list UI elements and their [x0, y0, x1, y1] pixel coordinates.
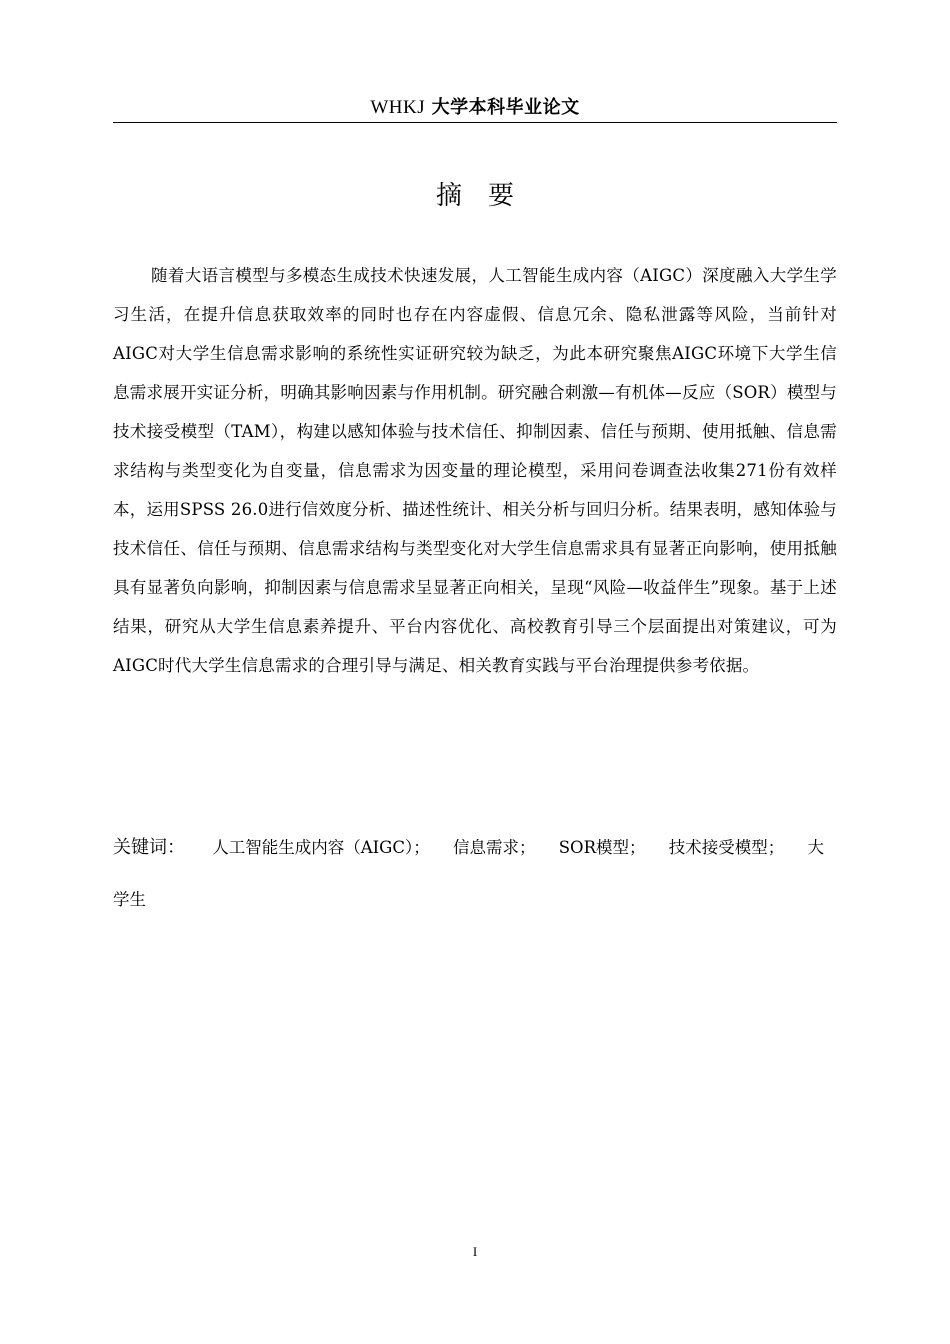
keyword-item: 大学生: [113, 838, 825, 909]
keyword-item: 技术接受模型；: [668, 838, 785, 857]
keywords-label: 关键词：: [113, 837, 185, 858]
header-brand: WHKJ: [370, 97, 426, 118]
header-subtitle: 大学本科毕业论文: [431, 97, 580, 118]
keywords-block: [113, 822, 837, 926]
abstract-body: 随着大语言模型与多模态生成技术快速发展，人工智能生成内容（AIGC）深度融入大学生学习生活，在提升信息获取效率的同时也存在内容虚假、信息冗余、隐私泄露等风险，当前针对AIGC对大学生信息需求影响的系统性实证研究较为缺乏，为此本研究聚焦AIGC环境下大学生信息需求展开实证分析，明确其影响因素与作用机制。研究融合刺激—有机体—反应（SOR）模型与技术接受模型（TAM），构建以感知体验与技术信任、抑制因素、信任与预期、使用抵触、信息需求结构与类型变化为自变量，信息需求为因变量的理论模型，采用问卷调查法收集271份有效样本，运用SPSS 26.0进行信效度分析、描述性统计、相关分析与回归分析。结果表明，感知体验与技术信任、信任与预期、信息需求结构与类型变化对大学生信息需求具有显著正向影响，使用抵触具有显著负向影响，抑制因素与信息需求呈显著正向相关，呈现“风险—收益伴生”现象。基于上述结果，研究从大学生信息素养提升、平台内容优化、高校教育引导三个层面提出对策建议，可为AIGC时代大学生信息需求的合理引导与满足、相关教育实践与平台治理提供参考依据。: [113, 266, 837, 675]
keyword-item: 人工智能生成内容（AIGC）；: [212, 838, 430, 857]
keyword-item: 信息需求；: [453, 838, 536, 857]
keyword-item: SOR模型；: [558, 838, 646, 857]
header-rule: [113, 122, 837, 123]
running-header: [113, 94, 837, 120]
page-number: I: [472, 1244, 478, 1259]
abstract-title: 摘要: [435, 181, 540, 211]
